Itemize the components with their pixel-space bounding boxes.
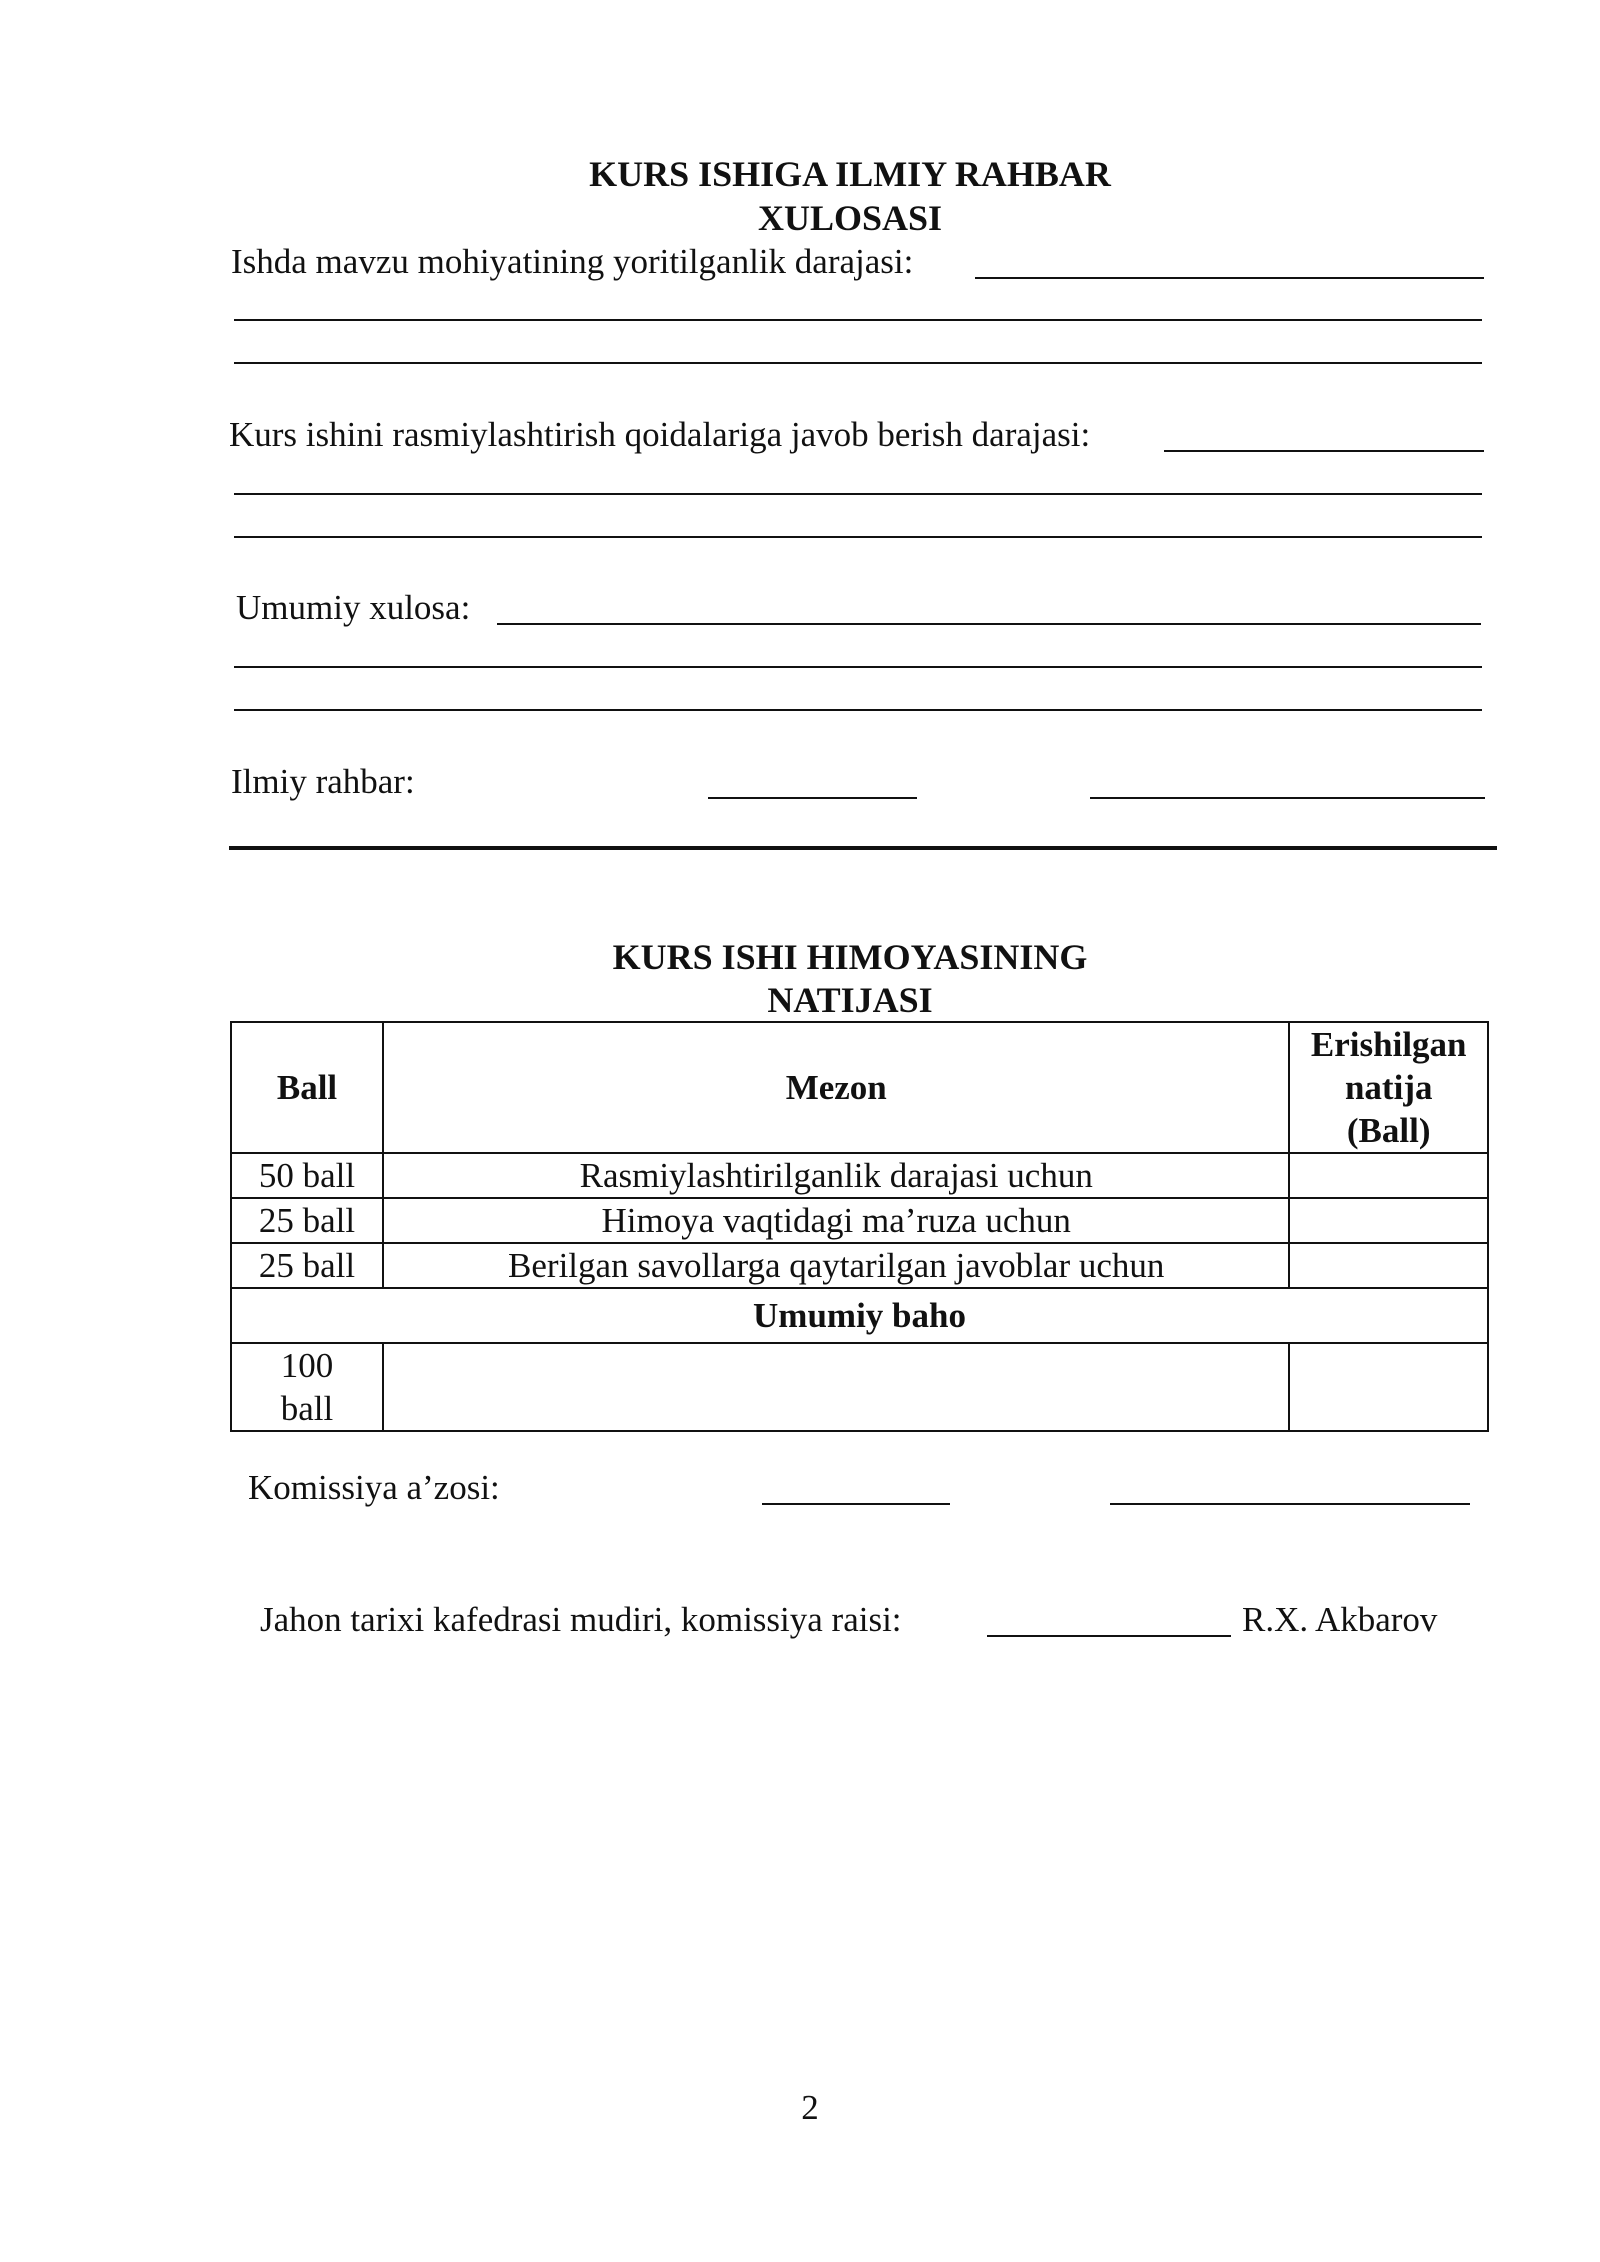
header-mezon: Mezon <box>383 1022 1289 1153</box>
field-topic-coverage-line-2[interactable] <box>234 319 1482 321</box>
header-natija-line1: Erishilgan <box>1310 1025 1467 1064</box>
header-natija <box>1289 1022 1488 1153</box>
field-formatting-line-3[interactable] <box>234 536 1482 538</box>
defense-title-line1: KURS ISHI HIMOYASINING <box>612 937 1088 977</box>
total-label: Umumiy baho <box>231 1288 1488 1343</box>
total-score-row <box>231 1343 1488 1431</box>
total-natija-cell[interactable] <box>1289 1343 1488 1431</box>
field-topic-coverage-label: Ishda mavzu mohiyatining yoritilganlik darajasi: <box>231 242 914 281</box>
table-row <box>231 1198 1488 1243</box>
total-ball <box>231 1343 383 1431</box>
results-table <box>230 1021 1489 1432</box>
row-mezon: Himoya vaqtidagi ma’ruza uchun <box>383 1198 1289 1243</box>
chair-name: R.X. Akbarov <box>1242 1600 1438 1639</box>
header-natija-line2: natija <box>1344 1068 1433 1107</box>
row-natija-cell[interactable] <box>1289 1153 1488 1198</box>
total-mezon-cell[interactable] <box>383 1343 1289 1431</box>
total-label-row <box>231 1288 1488 1343</box>
field-formatting-label: Kurs ishini rasmiylashtirish qoidalariga javob berish darajasi: <box>229 415 1091 454</box>
commission-member-label: Komissiya a’zosi: <box>248 1468 500 1507</box>
table-row <box>231 1243 1488 1288</box>
total-ball-line2: ball <box>280 1389 334 1428</box>
chair-signature-line[interactable] <box>987 1635 1231 1637</box>
header-ball: Ball <box>231 1022 383 1153</box>
row-ball: 25 ball <box>231 1198 383 1243</box>
supervisor-signature-line[interactable] <box>708 797 917 799</box>
field-formatting-line-2[interactable] <box>234 493 1482 495</box>
field-formatting-line[interactable] <box>1164 450 1484 452</box>
row-ball: 25 ball <box>231 1243 383 1288</box>
field-topic-coverage-line-3[interactable] <box>234 362 1482 364</box>
field-general-conclusion-line[interactable] <box>497 623 1481 625</box>
row-mezon: Rasmiylashtirilganlik darajasi uchun <box>383 1153 1289 1198</box>
field-general-conclusion-line-2[interactable] <box>234 666 1482 668</box>
row-natija-cell[interactable] <box>1289 1198 1488 1243</box>
header-natija-line3: (Ball) <box>1346 1111 1431 1150</box>
commission-name-line[interactable] <box>1110 1503 1470 1505</box>
row-mezon: Berilgan savollarga qaytarilgan javoblar uchun <box>383 1243 1289 1288</box>
defense-title-line2: NATIJASI <box>767 980 933 1020</box>
section-divider <box>229 846 1497 850</box>
supervisor-name-line[interactable] <box>1090 797 1485 799</box>
supervisor-label: Ilmiy rahbar: <box>231 762 415 801</box>
conclusion-title-line1: KURS ISHIGA ILMIY RAHBAR <box>589 154 1111 194</box>
chair-label: Jahon tarixi kafedrasi mudiri, komissiya raisi: <box>260 1600 902 1639</box>
field-topic-coverage-line[interactable] <box>975 277 1484 279</box>
row-natija-cell[interactable] <box>1289 1243 1488 1288</box>
table-header-row <box>231 1022 1488 1153</box>
table-row <box>231 1153 1488 1198</box>
field-general-conclusion-label: Umumiy xulosa: <box>236 588 471 627</box>
total-ball-line1: 100 <box>280 1346 334 1385</box>
field-general-conclusion-line-3[interactable] <box>234 709 1482 711</box>
row-ball: 50 ball <box>231 1153 383 1198</box>
conclusion-title-line2: XULOSASI <box>757 198 943 238</box>
commission-signature-line[interactable] <box>762 1503 950 1505</box>
page-number: 2 <box>801 2088 819 2127</box>
